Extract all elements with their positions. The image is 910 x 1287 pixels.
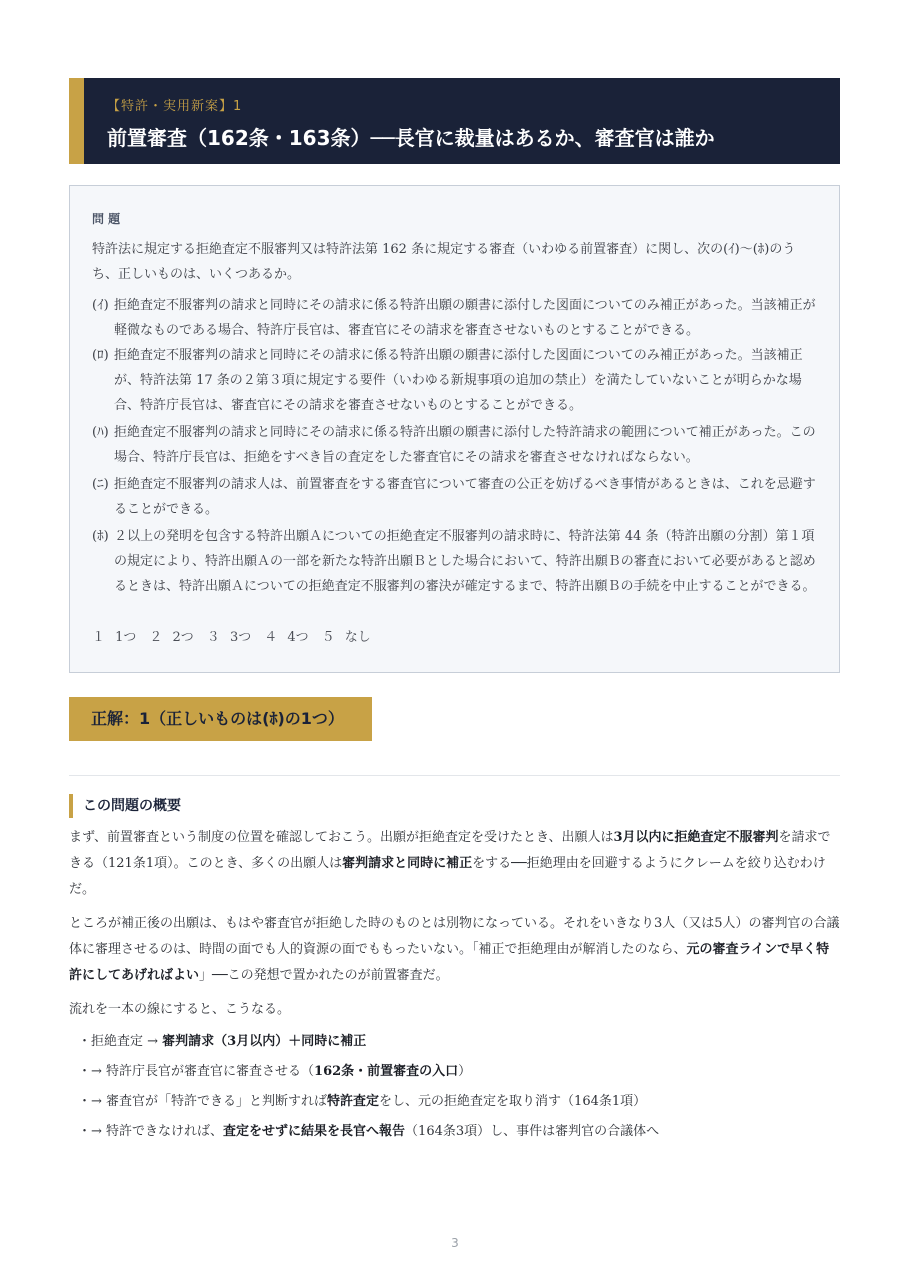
text-run: をし、元の拒絶査定を取り消す（164条1項） xyxy=(379,1094,647,1109)
text-run: ・→ 特許庁長官が審査官に審査させる（ xyxy=(78,1064,315,1079)
item-marker: (ﾊ) xyxy=(92,425,109,440)
item-text: ２以上の発明を包含する特許出願Ａについての拒絶査定不服審判の請求時に、特許法第 44 条（特許出願の分割）第１項の規定により、特許出願Ａの一部を新たな特許出願Ｂとした場合において、特許出願Ｂの審査において必要があると認めるときは、特許出願Ａについての拒絶査定不服審判の審決が確定するまで、特許出願Ｂの手続を中止することができる。 xyxy=(114,529,816,594)
item-marker: (ﾆ) xyxy=(92,477,109,492)
item-text: 拒絶査定不服審判の請求と同時にその請求に係る特許出願の願書に添付した図面についてのみ補正があった。当該補正が軽微なものである場合、特許庁長官は、審査官にその請求を審査させないものとすることができる。 xyxy=(114,298,816,338)
overview-paragraph-1 xyxy=(69,825,840,903)
page-number: 3 xyxy=(451,1236,459,1250)
divider xyxy=(69,775,840,776)
emphasis-text: 査定をせずに結果を長官へ報告 xyxy=(223,1124,406,1139)
item-marker: (ﾛ) xyxy=(92,348,109,363)
section-header xyxy=(69,78,840,164)
text-run: まず、前置審査という制度の位置を確認しておこう。出願が拒絶査定を受けたとき、出願人は xyxy=(69,830,614,845)
flow-item xyxy=(78,1091,838,1113)
problem-item-ha xyxy=(92,420,820,470)
text-run: ところが補正後の出願は、もはや審査官が拒絶した時のものとは別物になっている。それをいきなり3人（又は5人）の審判官の合議体に審理させるのは、時間の面でも人的資源の面でももったいない。「補正で拒絶理由が解消したのなら、 xyxy=(69,916,840,957)
problem-intro: 特許法に規定する拒絶査定不服審判又は特許法第 162 条に規定する審査（いわゆる前置審査）に関し、次の(ｲ)～(ﾎ)のうち、正しいものは、いくつあるか。 xyxy=(92,242,796,282)
text-run: ・→ 特許できなければ、 xyxy=(78,1124,224,1139)
text-run: ・拒絶査定 → xyxy=(78,1034,163,1049)
emphasis-text: 元の審査ラインで早く特許にしてあげればよい xyxy=(69,942,830,983)
header-accent-bar xyxy=(69,78,84,164)
emphasis-text: 審判請求（3月以内）＋同時に補正 xyxy=(162,1034,367,1049)
answer-choices: １ 1つ ２ 2つ ３ 3つ ４ 4つ ５ なし xyxy=(92,630,371,645)
flow-item xyxy=(78,1061,838,1083)
text-run: をする──拒絶理由を回避するようにクレームを絞り込むわけだ。 xyxy=(69,856,826,897)
item-marker: (ｲ) xyxy=(92,298,109,313)
flow-item xyxy=(78,1031,838,1053)
emphasis-text: 162条・前置審査の入口 xyxy=(314,1064,459,1079)
page-title: 前置審査（162条・163条）──長官に裁量はあるか、審査官は誰か xyxy=(107,126,715,150)
overview-heading: この問題の概要 xyxy=(69,794,181,818)
overview-paragraph-3: 流れを一本の線にすると、こうなる。 xyxy=(69,1002,291,1017)
text-run: （164条3項）し、事件は審判官の合議体へ xyxy=(405,1124,660,1139)
header-category: 【特許・実用新案】1 xyxy=(107,99,243,114)
item-text: 拒絶査定不服審判の請求と同時にその請求に係る特許出願の願書に添付した図面についてのみ補正があった。当該補正が、特許法第 17 条の２第３項に規定する要件（いわゆる新規事項の追加の禁止）を満たしていないことが明らかな場合、特許庁長官は、審査官にその請求を審査させないものとすることができる。 xyxy=(114,348,803,413)
text-run: ） xyxy=(458,1064,472,1079)
text-run: を請求できる（121条1項）。このとき、多くの出願人は xyxy=(69,830,831,871)
problem-label: 問 題 xyxy=(92,212,121,226)
problem-item-ho xyxy=(92,524,820,599)
text-run: 」──この発想で置かれたのが前置審査だ。 xyxy=(199,968,449,983)
item-text: 拒絶査定不服審判の請求人は、前置審査をする審査官について審査の公正を妨げるべき事情があるときは、これを忌避することができる。 xyxy=(114,477,816,517)
emphasis-text: 3月以内に拒絶査定不服審判 xyxy=(613,830,779,845)
problem-item-ro xyxy=(92,343,820,418)
problem-item-i xyxy=(92,293,820,343)
problem-box xyxy=(69,185,840,673)
overview-paragraph-2 xyxy=(69,911,840,989)
flow-item xyxy=(78,1121,838,1143)
emphasis-text: 審判請求と同時に補正 xyxy=(342,856,473,871)
answer-badge: 正解：1（正しいものは(ﾎ)の1つ） xyxy=(69,697,372,741)
emphasis-text: 特許査定 xyxy=(327,1094,380,1109)
item-marker: (ﾎ) xyxy=(92,529,109,544)
item-text: 拒絶査定不服審判の請求と同時にその請求に係る特許出願の願書に添付した特許請求の範囲について補正があった。この場合、特許庁長官は、拒絶をすべき旨の査定をした審査官にその請求を審査させなければならない。 xyxy=(114,425,816,465)
problem-item-ni xyxy=(92,472,820,522)
text-run: ・→ 審査官が「特許できる」と判断すれば xyxy=(78,1094,328,1109)
